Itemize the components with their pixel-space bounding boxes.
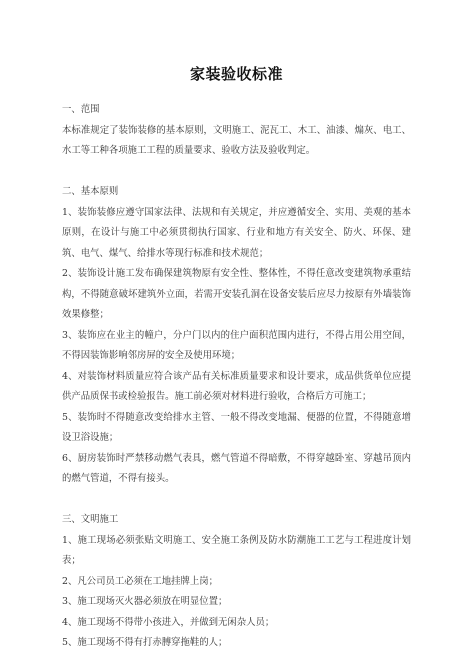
paragraph: 4、对装饰材料质量应符合该产品有关标准质量要求和设计要求，成品供货单位应提供产品质保书或检验报告。施工前必须对材料进行验收，合格后方可施工； bbox=[62, 370, 411, 402]
document-title: 家装验收标准 bbox=[189, 65, 283, 83]
section-civilized-construction bbox=[62, 510, 411, 654]
paragraph: 2、凡公司员工必须在工地挂牌上岗； bbox=[62, 575, 218, 587]
section-basic-principles bbox=[62, 182, 411, 490]
section-heading: 一、范围 bbox=[62, 104, 100, 115]
paragraph: 3、施工现场灭火器必须放在明显位置； bbox=[62, 596, 228, 607]
paragraph: 1、装饰装修应遵守国家法律、法规和有关规定，并应遵循安全、实用、美观的基本原则，在设计与施工中必须贯彻执行国家、行业和地方有关安全、防火、环保、建筑、电气、煤气、给排水等现行标准和技术规范； bbox=[62, 206, 411, 259]
paragraph: 本标准规定了装饰装修的基本原则，文明施工、泥瓦工、木工、油漆、煽灰、电工、水工等工种各项施工工程的质量要求、验收方法及验收判定。 bbox=[62, 124, 411, 156]
section-spacer bbox=[62, 490, 411, 511]
paragraph: 5、装饰时不得随意改变给排水主管、一般不得改变地漏、便器的位置，不得随意增设卫浴设施； bbox=[62, 411, 411, 443]
section-scope bbox=[62, 100, 411, 162]
paragraph: 6、厨房装饰时严禁移动燃气表具，燃气管道不得暗敷，不得穿越卧室、穿越吊顶内的燃气管道，不得有接头。 bbox=[62, 452, 411, 484]
section-spacer bbox=[62, 162, 411, 183]
section-heading: 三、文明施工 bbox=[62, 514, 119, 525]
paragraph: 5、施工现场不得有打赤膊穿拖鞋的人； bbox=[62, 637, 228, 648]
paragraph: 3、装饰应在业主的幢户，分户门以内的住户面积范围内进行，不得占用公用空间，不得因装饰影响邻房屏的安全及使用环境； bbox=[62, 329, 411, 361]
paragraph: 2、装饰设计施工发布确保建筑物原有安全性、整体性，不得任意改变建筑物承重结构，不得随意破坏建筑外立面，若需开安装孔洞在设备安装后应尽力按原有外墙装饰效果修整； bbox=[62, 268, 411, 320]
paragraph: 4、施工现场不得带小孩进入，并做到无闲杂人员； bbox=[62, 616, 275, 628]
section-heading: 二、基本原则 bbox=[62, 186, 119, 197]
paragraph: 1、施工现场必须张贴文明施工、安全施工条例及防水防潮施工工艺与工程进度计划表； bbox=[62, 534, 411, 566]
